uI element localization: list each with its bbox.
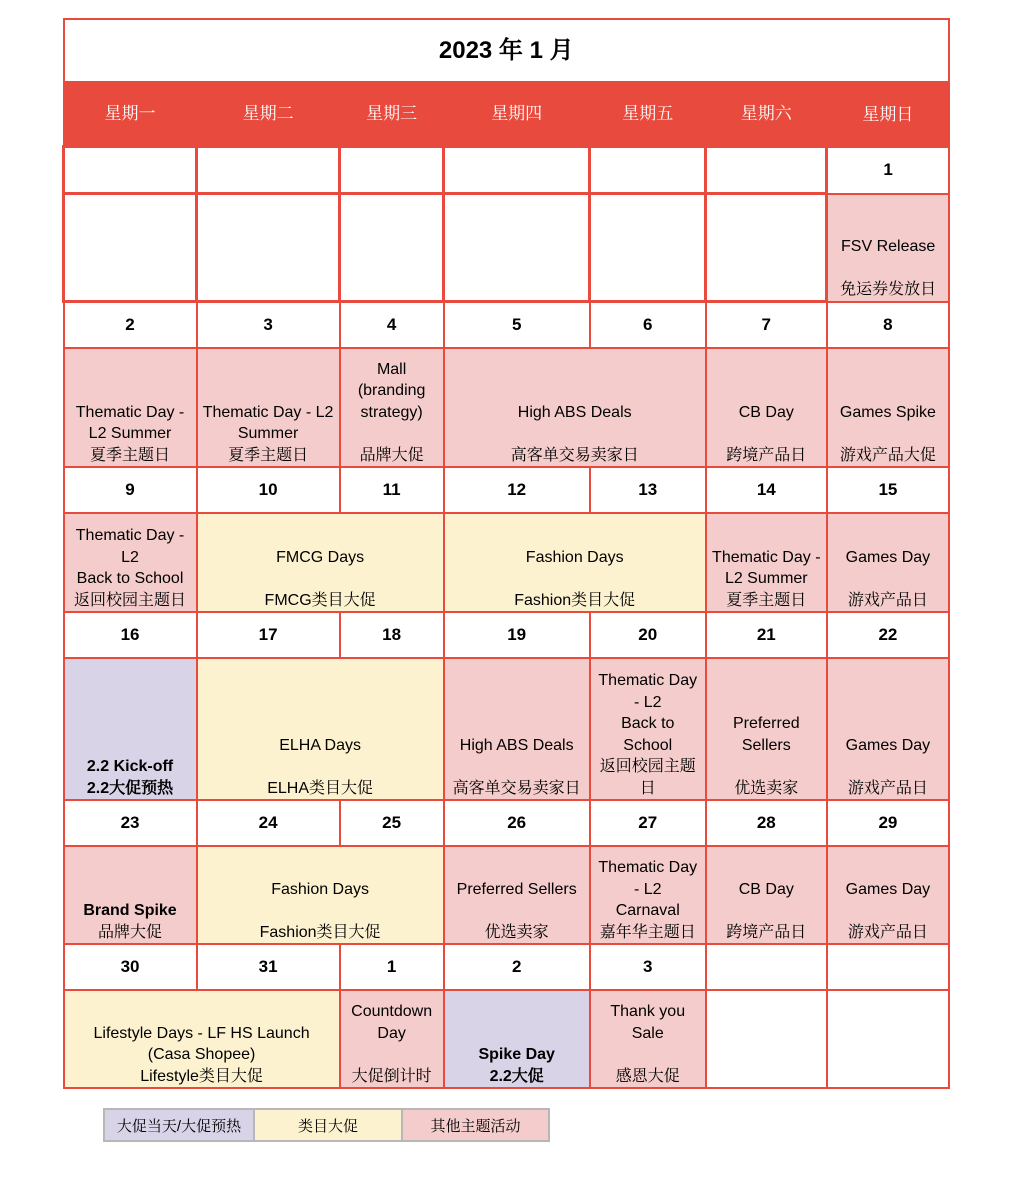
event-cell-empty	[706, 194, 827, 302]
event-cell	[64, 348, 197, 467]
event-cell-empty	[64, 194, 197, 302]
date-cell: 2	[64, 302, 197, 349]
date-cell: 22	[827, 612, 949, 658]
event-cn: 嘉年华主题日	[599, 923, 696, 941]
date-cell-empty	[706, 944, 827, 990]
date-cell: 20	[590, 612, 706, 658]
event-cell-empty	[197, 194, 340, 302]
date-cell-empty	[340, 147, 444, 194]
event-cell	[590, 658, 706, 800]
event-cn: Fashion类目大促	[514, 591, 636, 609]
event-row	[64, 658, 950, 800]
weekday-thu: 星期四	[444, 82, 590, 147]
date-cell: 18	[340, 612, 444, 658]
date-cell: 19	[444, 612, 590, 658]
event-en: Games Day	[845, 880, 931, 898]
event-en: ELHA Days	[279, 736, 361, 754]
event-en: High ABS Deals	[459, 736, 574, 754]
event-cell	[444, 990, 590, 1088]
event-en: (Casa Shopee)	[147, 1046, 256, 1063]
date-cell: 7	[706, 302, 827, 349]
event-cn: 夏季主题日	[90, 446, 171, 464]
date-cell: 4	[340, 302, 444, 349]
date-cell: 2	[444, 944, 590, 990]
event-cell	[706, 348, 827, 467]
date-cell: 27	[590, 800, 706, 846]
event-en: Spike Day	[478, 1046, 555, 1063]
event-cn: 优选卖家	[734, 779, 799, 797]
event-cn: 游戏产品日	[847, 923, 928, 941]
event-en: Back to School	[76, 570, 184, 587]
event-en: L2 Summer	[724, 570, 808, 587]
event-cn: 游戏产品日	[847, 591, 928, 609]
event-cn: 品牌大促	[359, 446, 424, 464]
date-cell: 3	[197, 302, 340, 349]
date-cell: 12	[444, 467, 590, 513]
event-en: Games Day	[845, 548, 931, 566]
event-cn: 返回校园主题日	[74, 591, 187, 609]
date-row	[64, 147, 950, 194]
date-cell: 15	[827, 467, 949, 513]
date-cell: 21	[706, 612, 827, 658]
date-cell-empty	[827, 944, 949, 990]
event-cell	[590, 846, 706, 944]
event-cell	[64, 513, 197, 612]
event-cn: 日	[639, 779, 656, 797]
event-en: Games Spike	[839, 403, 936, 421]
weekday-wed: 星期三	[340, 82, 444, 147]
event-en: Lifestyle Days - LF HS Launch	[93, 1024, 310, 1042]
date-row	[64, 612, 950, 658]
event-row	[64, 990, 950, 1088]
event-cell-empty	[340, 194, 444, 302]
date-cell: 31	[197, 944, 340, 990]
event-cn: 感恩大促	[615, 1067, 680, 1085]
date-cell: 25	[340, 800, 444, 846]
event-en: Thematic Day - L2	[202, 403, 334, 421]
event-cell	[444, 658, 590, 800]
date-cell-empty	[706, 147, 827, 194]
event-en: L2 Summer	[88, 425, 172, 442]
event-cell	[706, 658, 827, 800]
event-en: Thematic Day -	[75, 527, 185, 544]
event-cn: 夏季主题日	[726, 591, 807, 609]
event-cell-empty	[706, 990, 827, 1088]
event-en: Thematic Day	[598, 672, 698, 689]
date-row	[64, 467, 950, 513]
event-cell	[197, 658, 444, 800]
event-cell	[197, 513, 444, 612]
event-cell	[827, 658, 949, 800]
event-cell	[444, 846, 590, 944]
date-cell: 29	[827, 800, 949, 846]
event-en: Summer	[237, 425, 299, 442]
weekday-header-row	[64, 82, 950, 147]
event-cell-empty	[827, 990, 949, 1088]
event-en: Preferred	[732, 715, 800, 732]
event-cell	[64, 846, 197, 944]
event-cn: Lifestyle类目大促	[140, 1067, 263, 1085]
date-cell-empty	[197, 147, 340, 194]
date-cell-empty	[64, 147, 197, 194]
event-en: - L2	[633, 880, 662, 898]
event-cn: 优选卖家	[484, 923, 549, 941]
event-en: L2	[121, 548, 139, 566]
event-cn: 游戏产品日	[847, 779, 928, 797]
event-cn: ELHA类目大促	[267, 779, 373, 797]
event-en: Day	[377, 1024, 406, 1042]
date-cell: 1	[340, 944, 444, 990]
date-cell: 17	[197, 612, 340, 658]
weekday-mon: 星期一	[64, 82, 197, 147]
event-en: (branding	[357, 382, 426, 399]
event-cn: 返回校园主题	[599, 758, 696, 775]
date-cell: 14	[706, 467, 827, 513]
event-cn: 夏季主题日	[228, 446, 309, 464]
event-cn: 游戏产品大促	[839, 446, 936, 464]
date-cell-empty	[590, 147, 706, 194]
date-cell: 13	[590, 467, 706, 513]
event-cell	[827, 846, 949, 944]
event-en: Back to	[621, 715, 675, 732]
event-en: FMCG Days	[276, 548, 365, 566]
event-en: FSV Release	[841, 238, 936, 255]
event-cn: FMCG类目大促	[264, 591, 376, 609]
weekday-sun: 星期日	[827, 82, 949, 147]
event-cell-empty	[444, 194, 590, 302]
event-cell	[64, 990, 340, 1088]
event-en: CB Day	[738, 403, 794, 421]
event-en: Countdown	[351, 1003, 433, 1020]
event-cell	[197, 846, 444, 944]
event-cell	[827, 194, 949, 302]
date-cell: 8	[827, 302, 949, 349]
event-cell	[197, 348, 340, 467]
date-cell: 10	[197, 467, 340, 513]
event-cn: 跨境产品日	[726, 923, 807, 941]
date-cell: 16	[64, 612, 197, 658]
event-row	[64, 513, 950, 612]
event-en: Sale	[631, 1024, 664, 1042]
date-cell: 11	[340, 467, 444, 513]
date-cell: 1	[827, 147, 949, 194]
event-en: Mall	[376, 360, 407, 378]
date-cell: 3	[590, 944, 706, 990]
event-cell	[706, 846, 827, 944]
event-en: Brand Spike	[83, 902, 177, 919]
event-cn: 跨境产品日	[726, 446, 807, 464]
calendar-title: 2023 年 1 月	[64, 19, 950, 82]
event-en: Fashion Days	[525, 548, 624, 566]
event-en: School	[623, 736, 673, 754]
date-cell: 5	[444, 302, 590, 349]
date-cell: 30	[64, 944, 197, 990]
event-cell	[827, 513, 949, 612]
event-en: - L2	[633, 693, 662, 711]
weekday-tue: 星期二	[197, 82, 340, 147]
event-en: Thank you	[610, 1003, 686, 1020]
event-en: Fashion Days	[271, 880, 370, 898]
event-cell	[444, 513, 706, 612]
date-cell: 23	[64, 800, 197, 846]
date-row	[64, 302, 950, 349]
weekday-fri: 星期五	[590, 82, 706, 147]
date-cell: 6	[590, 302, 706, 349]
event-en: Preferred Sellers	[456, 880, 577, 898]
event-cell-empty	[590, 194, 706, 302]
event-en: Thematic Day -	[75, 403, 185, 421]
date-cell-empty	[444, 147, 590, 194]
event-en: strategy)	[360, 403, 423, 421]
event-row	[64, 348, 950, 467]
date-cell: 9	[64, 467, 197, 513]
legend-big-promo: 大促当天/大促预热	[104, 1109, 254, 1141]
event-cn: 高客单交易卖家日	[510, 446, 639, 464]
date-cell: 28	[706, 800, 827, 846]
event-cn: 大促倒计时	[351, 1067, 432, 1085]
event-en: Games Day	[845, 736, 931, 754]
event-en: CB Day	[738, 880, 794, 898]
event-row	[64, 194, 950, 302]
date-cell: 24	[197, 800, 340, 846]
event-cn: Fashion类目大促	[259, 923, 381, 941]
event-cn: 2.2大促预热	[86, 779, 174, 797]
event-en: Thematic Day -	[712, 548, 821, 566]
event-cn: 品牌大促	[98, 923, 163, 941]
event-cell	[444, 348, 706, 467]
legend-category-promo: 类目大促	[254, 1109, 402, 1141]
event-row	[64, 846, 950, 944]
event-cell	[64, 658, 197, 800]
calendar-table	[62, 18, 950, 1089]
event-cell	[340, 348, 444, 467]
event-en: Carnaval	[615, 902, 680, 919]
event-cn: 高客单交易卖家日	[452, 779, 581, 797]
event-en: Thematic Day	[598, 859, 698, 876]
date-row	[64, 800, 950, 846]
legend	[103, 1108, 550, 1142]
event-en: High ABS Deals	[517, 403, 632, 421]
event-cell	[590, 990, 706, 1088]
weekday-sat: 星期六	[706, 82, 827, 147]
date-cell: 26	[444, 800, 590, 846]
legend-other-theme: 其他主题活动	[402, 1109, 549, 1141]
event-cell	[827, 348, 949, 467]
event-en: 2.2 Kick-off	[86, 758, 174, 775]
date-row	[64, 944, 950, 990]
event-en: Sellers	[741, 736, 791, 754]
event-cn: 免运券发放日	[840, 281, 937, 298]
event-cell	[706, 513, 827, 612]
event-cell	[340, 990, 444, 1088]
event-cn: 2.2大促	[489, 1067, 544, 1085]
